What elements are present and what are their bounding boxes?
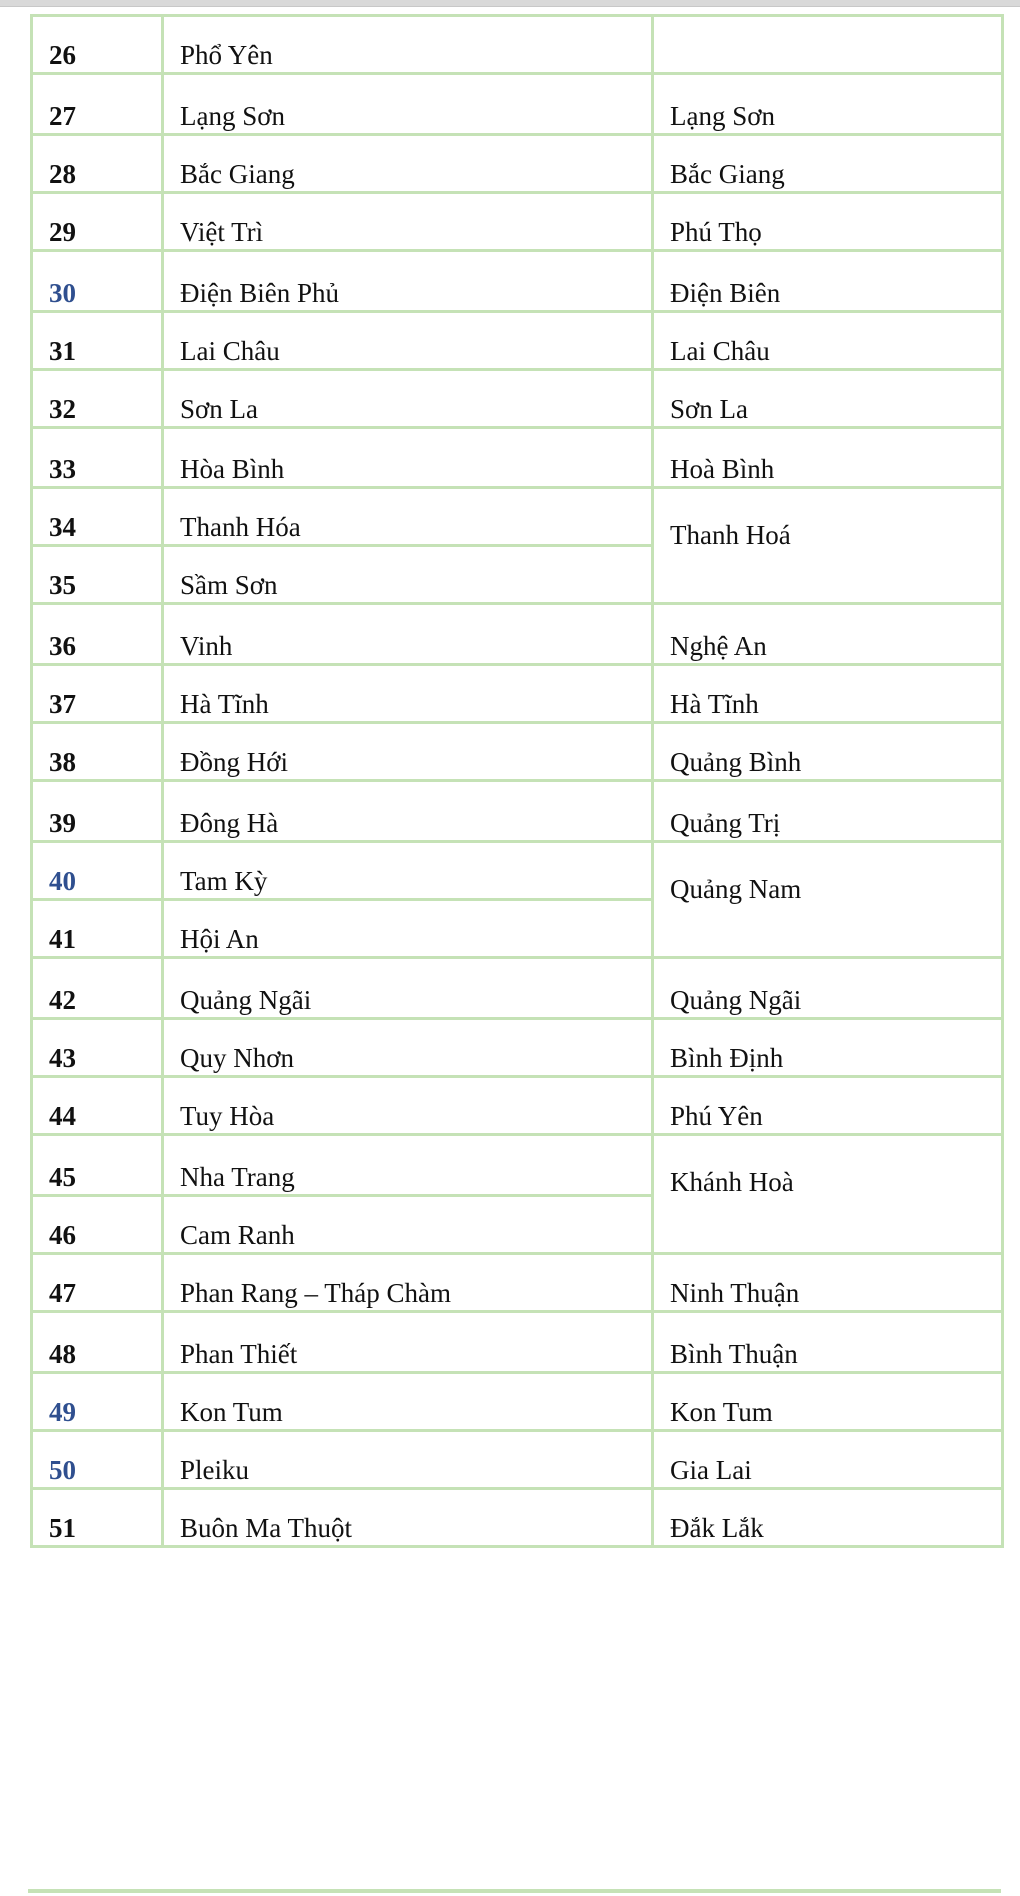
city-name: Hà Tĩnh: [163, 665, 653, 723]
row-number: 44: [32, 1077, 163, 1135]
table-row: [32, 1431, 1003, 1489]
row-number: 41: [32, 900, 163, 958]
province-name: Phú Yên: [653, 1077, 1003, 1135]
province-name: Hà Tĩnh: [653, 665, 1003, 723]
province-name: Quảng Ngãi: [653, 958, 1003, 1019]
city-name: Thanh Hóa: [163, 488, 653, 546]
row-number: 43: [32, 1019, 163, 1077]
row-number: 42: [32, 958, 163, 1019]
city-name: Hội An: [163, 900, 653, 958]
table-row: [32, 1077, 1003, 1135]
row-number: 40: [32, 842, 163, 900]
province-name: Bình Định: [653, 1019, 1003, 1077]
table-row: [32, 312, 1003, 370]
row-number: 50: [32, 1431, 163, 1489]
row-number: 26: [32, 16, 163, 74]
city-name: Cam Ranh: [163, 1196, 653, 1254]
table-row: [32, 1019, 1003, 1077]
row-number: 45: [32, 1135, 163, 1196]
city-name: Lạng Sơn: [163, 74, 653, 135]
city-name: Điện Biên Phủ: [163, 251, 653, 312]
province-name: Phú Thọ: [653, 193, 1003, 251]
table-row: [32, 665, 1003, 723]
row-number: 48: [32, 1312, 163, 1373]
table-row: [32, 135, 1003, 193]
city-name: Quy Nhơn: [163, 1019, 653, 1077]
row-number: 38: [32, 723, 163, 781]
city-name: Hòa Bình: [163, 428, 653, 488]
province-name: Lai Châu: [653, 312, 1003, 370]
city-name: Sầm Sơn: [163, 546, 653, 604]
row-number: 51: [32, 1489, 163, 1547]
province-name: Lạng Sơn: [653, 74, 1003, 135]
row-number: 31: [32, 312, 163, 370]
province-name: Khánh Hoà: [653, 1135, 1003, 1254]
city-name: Bắc Giang: [163, 135, 653, 193]
province-name: Ninh Thuận: [653, 1254, 1003, 1312]
table-row: [32, 958, 1003, 1019]
row-number: 34: [32, 488, 163, 546]
row-number: 39: [32, 781, 163, 842]
row-number: 33: [32, 428, 163, 488]
cities-provinces-table: [30, 14, 1004, 1548]
table-row: [32, 723, 1003, 781]
table-row: [32, 1373, 1003, 1431]
table-row: [32, 488, 1003, 546]
city-name: Phổ Yên: [163, 16, 653, 74]
city-name: Phan Rang – Tháp Chàm: [163, 1254, 653, 1312]
province-name: Hoà Bình: [653, 428, 1003, 488]
row-number: 37: [32, 665, 163, 723]
table-row: [32, 604, 1003, 665]
row-number: 47: [32, 1254, 163, 1312]
city-name: Lai Châu: [163, 312, 653, 370]
city-name: Quảng Ngãi: [163, 958, 653, 1019]
province-name: Quảng Bình: [653, 723, 1003, 781]
table-row: [32, 16, 1003, 74]
city-name: Vinh: [163, 604, 653, 665]
row-number: 35: [32, 546, 163, 604]
table-row: [32, 251, 1003, 312]
row-number: 29: [32, 193, 163, 251]
province-name: Sơn La: [653, 370, 1003, 428]
province-name: Kon Tum: [653, 1373, 1003, 1431]
province-name: Gia Lai: [653, 1431, 1003, 1489]
city-name: Việt Trì: [163, 193, 653, 251]
city-name: Sơn La: [163, 370, 653, 428]
province-name: Nghệ An: [653, 604, 1003, 665]
province-name: Quảng Nam: [653, 842, 1003, 958]
province-name: Bắc Giang: [653, 135, 1003, 193]
row-number: 30: [32, 251, 163, 312]
table-row: [32, 428, 1003, 488]
table-row: [32, 1135, 1003, 1196]
city-name: Buôn Ma Thuột: [163, 1489, 653, 1547]
province-name: Bình Thuận: [653, 1312, 1003, 1373]
province-name: Quảng Trị: [653, 781, 1003, 842]
province-name: Điện Biên: [653, 251, 1003, 312]
table-row: [32, 781, 1003, 842]
page-top-border: [0, 0, 1020, 7]
city-name: Tuy Hòa: [163, 1077, 653, 1135]
row-number: 46: [32, 1196, 163, 1254]
city-name: Nha Trang: [163, 1135, 653, 1196]
city-name: Phan Thiết: [163, 1312, 653, 1373]
table-row: [32, 1254, 1003, 1312]
table-row: [32, 1312, 1003, 1373]
row-number: 32: [32, 370, 163, 428]
table-row: [32, 370, 1003, 428]
city-name: Pleiku: [163, 1431, 653, 1489]
row-number: 27: [32, 74, 163, 135]
table-row: [32, 842, 1003, 900]
city-name: Đông Hà: [163, 781, 653, 842]
city-name: Tam Kỳ: [163, 842, 653, 900]
row-number: 28: [32, 135, 163, 193]
city-name: Đồng Hới: [163, 723, 653, 781]
table-row: [32, 1489, 1003, 1547]
province-name: Thanh Hoá: [653, 488, 1003, 604]
table-body: [32, 16, 1003, 1547]
table-row: [32, 74, 1003, 135]
row-number: 36: [32, 604, 163, 665]
row-number: 49: [32, 1373, 163, 1431]
province-name: [653, 16, 1003, 74]
province-name: Đắk Lắk: [653, 1489, 1003, 1547]
city-name: Kon Tum: [163, 1373, 653, 1431]
page-bottom-border: [28, 1889, 1001, 1893]
table-row: [32, 193, 1003, 251]
